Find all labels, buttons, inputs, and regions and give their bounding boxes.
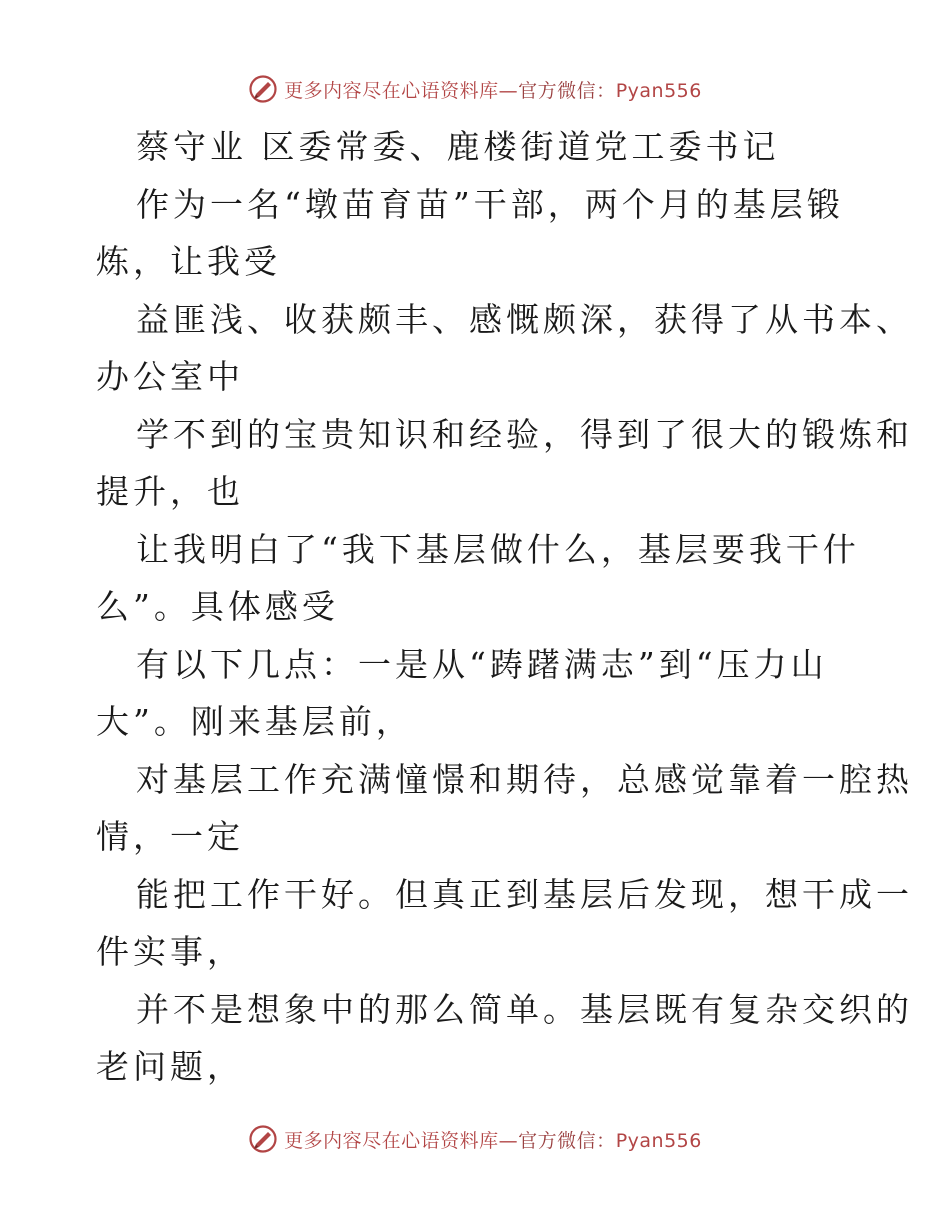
text-line: 并不是想象中的那么简单。基层既有复杂交织的 (136, 989, 913, 1029)
text-line: 件实事， (96, 932, 244, 971)
watermark-wechat-id: Pyan556 (615, 1129, 702, 1152)
text-line: 有以下几点：一是从“踌躇满志”到“压力山 (136, 644, 828, 684)
header-watermark (0, 74, 950, 104)
watermark-dash: — (498, 79, 519, 102)
watermark-site-text: 更多内容尽在心语资料库 (284, 79, 499, 102)
pen-logo-icon (248, 1124, 278, 1154)
text-line: 作为一名“墩苗育苗”干部，两个月的基层锻 (136, 184, 844, 224)
watermark-text (284, 76, 702, 103)
text-line: 办公室中 (96, 357, 244, 396)
watermark-text (284, 1126, 702, 1153)
text-line: 让我明白了“我下基层做什么，基层要我干什 (136, 529, 860, 569)
text-line: 益匪浅、收获颇丰、感慨颇深，获得了从书本、 (136, 299, 913, 339)
text-line: 大”。刚来基层前， (96, 702, 413, 741)
watermark-dash: — (498, 1129, 519, 1152)
watermark-wechat-id: Pyan556 (615, 79, 702, 102)
text-line: 对基层工作充满憧憬和期待，总感觉靠着一腔热 (136, 759, 913, 799)
text-line: 蔡守业 区委常委、鹿楼街道党工委书记 (136, 127, 780, 166)
document-body (96, 118, 913, 1096)
text-line: 么”。具体感受 (96, 587, 339, 626)
text-line: 能把工作干好。但真正到基层后发现，想干成一 (136, 874, 913, 914)
footer-watermark (0, 1124, 950, 1154)
watermark-wechat-label: 官方微信： (518, 79, 616, 102)
pen-logo-icon (248, 74, 278, 104)
text-line: 提升，也 (96, 472, 244, 511)
watermark-wechat-label: 官方微信： (518, 1129, 616, 1152)
text-line: 情，一定 (96, 817, 244, 856)
text-line: 炼，让我受 (96, 242, 281, 281)
watermark-site-text: 更多内容尽在心语资料库 (284, 1129, 499, 1152)
text-line: 老问题， (96, 1047, 244, 1086)
text-line: 学不到的宝贵知识和经验，得到了很大的锻炼和 (136, 414, 913, 454)
